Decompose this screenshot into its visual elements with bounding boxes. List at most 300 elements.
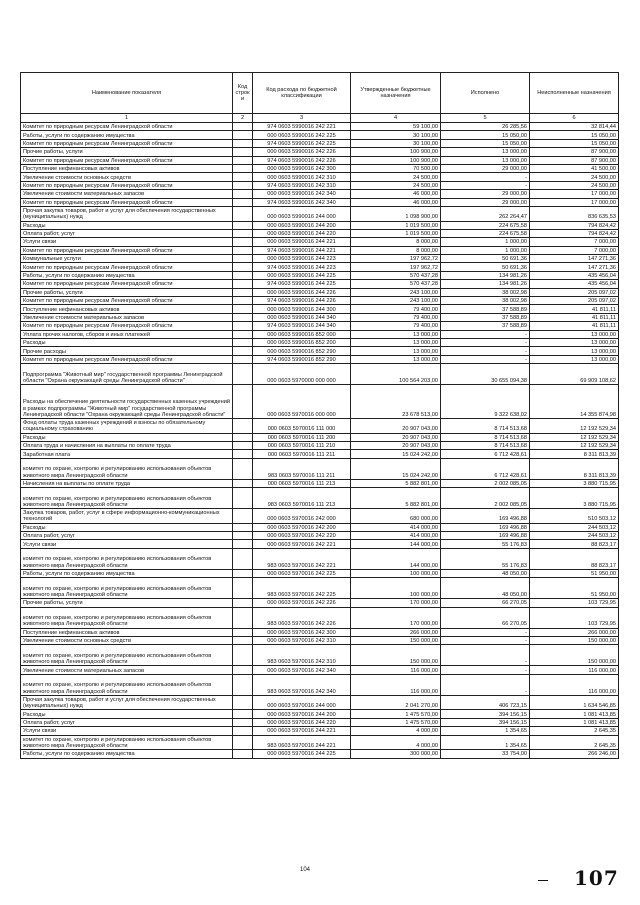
row-name: Комитет по природным ресурсам Ленинградской области xyxy=(21,297,233,305)
row-line-code xyxy=(233,695,253,710)
table-row xyxy=(21,750,619,758)
row-line-code xyxy=(233,385,253,419)
row-budget-code: 000 0603 5990016 244 221 xyxy=(253,238,351,246)
header-line-code: Код строк и xyxy=(233,73,253,114)
row-line-code xyxy=(233,710,253,718)
row-name: Прочие работы, услуги xyxy=(21,148,233,156)
row-approved: 30 100,00 xyxy=(351,139,441,147)
row-remaining: 244 503,12 xyxy=(530,523,619,531)
row-executed: 15 050,00 xyxy=(441,131,530,139)
row-executed: - xyxy=(441,173,530,181)
row-executed: - xyxy=(441,674,530,695)
row-executed: 48 050,00 xyxy=(441,578,530,599)
row-budget-code: 983 0603 5970016 242 225 xyxy=(253,578,351,599)
row-budget-code: 000 0603 5990016 244 225 xyxy=(253,271,351,279)
row-remaining: 41 811,11 xyxy=(530,313,619,321)
row-line-code xyxy=(233,666,253,674)
row-name: комитет по охране, контролю и регулированию использования объектов животного мира Ленинградской области xyxy=(21,548,233,569)
row-remaining: 12 192 529,34 xyxy=(530,441,619,449)
row-line-code xyxy=(233,347,253,355)
row-name: Прочая закупка товаров, работ и услуг для обеспечения государственных (муниципальных) нужд xyxy=(21,695,233,710)
row-executed: 30 655 094,38 xyxy=(441,364,530,385)
row-budget-code: 000 0603 5970016 244 000 xyxy=(253,695,351,710)
row-line-code xyxy=(233,433,253,441)
row-budget-code: 000 0603 5970016 242 300 xyxy=(253,628,351,636)
row-line-code xyxy=(233,509,253,524)
table-row xyxy=(21,123,619,131)
row-remaining: 435 456,04 xyxy=(530,280,619,288)
row-name: Комитет по природным ресурсам Ленинградской области xyxy=(21,263,233,271)
row-approved: 1 098 900,00 xyxy=(351,206,441,221)
row-name: Работы, услуги по содержанию имущества xyxy=(21,569,233,577)
row-remaining: 510 503,12 xyxy=(530,509,619,524)
row-approved: 266 000,00 xyxy=(351,628,441,636)
row-remaining: 205 097,02 xyxy=(530,297,619,305)
row-name: Поступление нефинансовых активов xyxy=(21,305,233,313)
row-executed: 134 981,26 xyxy=(441,271,530,279)
row-budget-code: 974 0603 5990016 244 221 xyxy=(253,246,351,254)
row-approved: 144 000,00 xyxy=(351,540,441,548)
header-approved: Утвержденные бюджетные назначения xyxy=(351,73,441,114)
row-line-code xyxy=(233,607,253,628)
row-remaining: 7 000,00 xyxy=(530,238,619,246)
row-line-code xyxy=(233,280,253,288)
row-budget-code: 000 0603 5970016 242 000 xyxy=(253,509,351,524)
row-executed: - xyxy=(441,355,530,363)
table-row xyxy=(21,645,619,666)
stamped-sheet-number: 107 xyxy=(574,866,619,890)
row-remaining: 15 050,00 xyxy=(530,131,619,139)
table-row xyxy=(21,674,619,695)
row-executed: 55 176,83 xyxy=(441,540,530,548)
row-executed: - xyxy=(441,666,530,674)
budget-execution-table xyxy=(20,72,619,759)
row-executed: 66 270,05 xyxy=(441,607,530,628)
row-approved: 414 000,00 xyxy=(351,532,441,540)
row-approved: 243 100,00 xyxy=(351,297,441,305)
row-name: комитет по охране, контролю и регулированию использования объектов животного мира Ленинградской области xyxy=(21,458,233,479)
table-row xyxy=(21,540,619,548)
row-budget-code: 983 0603 5970016 242 340 xyxy=(253,674,351,695)
row-line-code xyxy=(233,148,253,156)
row-budget-code: 000 0603 5990016 244 200 xyxy=(253,221,351,229)
row-remaining: 32 814,44 xyxy=(530,123,619,131)
row-line-code xyxy=(233,131,253,139)
row-line-code xyxy=(233,322,253,330)
row-executed: 1 000,00 xyxy=(441,238,530,246)
row-executed: 2 002 085,05 xyxy=(441,488,530,509)
row-executed: - xyxy=(441,637,530,645)
row-budget-code: 000 0603 5970016 111 213 xyxy=(253,479,351,487)
table-row xyxy=(21,385,619,419)
row-remaining: 69 909 108,62 xyxy=(530,364,619,385)
table-row xyxy=(21,548,619,569)
row-approved: 15 024 242,00 xyxy=(351,458,441,479)
row-budget-code: 974 0603 5990016 242 226 xyxy=(253,156,351,164)
row-line-code xyxy=(233,479,253,487)
row-name: Оплата работ, услуг xyxy=(21,532,233,540)
table-row xyxy=(21,238,619,246)
table-row xyxy=(21,139,619,147)
row-remaining: 1 081 413,85 xyxy=(530,718,619,726)
row-budget-code: 000 0603 5990016 244 300 xyxy=(253,305,351,313)
row-executed: 13 000,00 xyxy=(441,148,530,156)
row-budget-code: 983 0603 5970016 111 213 xyxy=(253,488,351,509)
row-remaining: 8 311 813,39 xyxy=(530,458,619,479)
row-approved: 46 000,00 xyxy=(351,190,441,198)
row-remaining: 2 645,35 xyxy=(530,735,619,750)
row-approved: 59 100,00 xyxy=(351,123,441,131)
row-name: Услуги связи xyxy=(21,540,233,548)
row-remaining: 17 000,00 xyxy=(530,198,619,206)
row-executed: 15 050,00 xyxy=(441,139,530,147)
row-line-code xyxy=(233,523,253,531)
table-row xyxy=(21,523,619,531)
row-remaining: 15 050,00 xyxy=(530,139,619,147)
row-approved: 300 000,00 xyxy=(351,750,441,758)
column-number: 3 xyxy=(253,114,351,123)
row-line-code xyxy=(233,750,253,758)
row-approved: 24 500,00 xyxy=(351,173,441,181)
table-row xyxy=(21,221,619,229)
row-name: комитет по охране, контролю и регулированию использования объектов животного мира Ленинградской области xyxy=(21,645,233,666)
row-remaining: 147 271,36 xyxy=(530,255,619,263)
row-remaining: 88 823,17 xyxy=(530,548,619,569)
row-budget-code: 974 0603 5990016 244 225 xyxy=(253,280,351,288)
row-name: Оплата работ, услуг xyxy=(21,229,233,237)
row-budget-code: 000 0603 5970016 244 221 xyxy=(253,727,351,735)
row-remaining: 794 824,42 xyxy=(530,229,619,237)
row-remaining: 150 000,00 xyxy=(530,645,619,666)
row-approved: 8 000,00 xyxy=(351,246,441,254)
table-row xyxy=(21,578,619,599)
row-name: Комитет по природным ресурсам Ленинградской области xyxy=(21,181,233,189)
row-budget-code: 974 0603 5990016 852 290 xyxy=(253,355,351,363)
row-executed: 29 000,00 xyxy=(441,164,530,172)
row-remaining: 17 000,00 xyxy=(530,190,619,198)
row-budget-code: 000 0603 5990016 244 223 xyxy=(253,255,351,263)
table-row xyxy=(21,637,619,645)
column-number: 4 xyxy=(351,114,441,123)
row-executed: 8 714 513,68 xyxy=(441,418,530,433)
row-executed: 169 496,88 xyxy=(441,509,530,524)
row-name: Комитет по природным ресурсам Ленинградской области xyxy=(21,123,233,131)
row-executed: 38 002,98 xyxy=(441,297,530,305)
row-approved: 1 019 500,00 xyxy=(351,221,441,229)
row-executed: 6 712 428,61 xyxy=(441,458,530,479)
row-line-code xyxy=(233,297,253,305)
row-approved: 8 000,00 xyxy=(351,238,441,246)
row-executed: - xyxy=(441,181,530,189)
row-name: Уплата прочих налогов, сборов и иных платежей xyxy=(21,330,233,338)
row-approved: 116 000,00 xyxy=(351,674,441,695)
column-number-row xyxy=(21,114,619,123)
row-executed: 37 588,89 xyxy=(441,305,530,313)
row-remaining: 116 000,00 xyxy=(530,666,619,674)
row-name: Увеличение стоимости основных средств xyxy=(21,637,233,645)
row-name: Услуги связи xyxy=(21,238,233,246)
row-remaining: 103 729,95 xyxy=(530,607,619,628)
row-budget-code: 000 0603 5970016 111 000 xyxy=(253,418,351,433)
row-budget-code: 000 0603 5970016 244 220 xyxy=(253,718,351,726)
row-approved: 1 475 570,00 xyxy=(351,718,441,726)
row-approved: 170 000,00 xyxy=(351,607,441,628)
table-row xyxy=(21,695,619,710)
row-name: Работы, услуги по содержанию имущества xyxy=(21,750,233,758)
row-executed: - xyxy=(441,347,530,355)
row-executed: - xyxy=(441,645,530,666)
row-name: Закупка товаров, работ, услуг в сфере информационно-коммуникационных технологий xyxy=(21,509,233,524)
row-approved: 13 000,00 xyxy=(351,330,441,338)
table-row xyxy=(21,355,619,363)
row-budget-code: 000 0603 5990016 244 220 xyxy=(253,229,351,237)
row-remaining: 205 097,02 xyxy=(530,288,619,296)
row-remaining: 266 000,00 xyxy=(530,628,619,636)
row-approved: 1 019 500,00 xyxy=(351,229,441,237)
table-row xyxy=(21,229,619,237)
row-name: Оплата работ, услуг xyxy=(21,718,233,726)
row-name: Прочие работы, услуги xyxy=(21,599,233,607)
row-executed: 169 496,88 xyxy=(441,523,530,531)
row-remaining: 13 000,00 xyxy=(530,338,619,346)
row-approved: 13 000,00 xyxy=(351,347,441,355)
row-executed: 262 264,47 xyxy=(441,206,530,221)
row-line-code xyxy=(233,364,253,385)
row-budget-code: 000 0603 5970016 242 221 xyxy=(253,540,351,548)
table-row xyxy=(21,479,619,487)
row-budget-code: 974 0603 5990016 242 340 xyxy=(253,198,351,206)
row-approved: 570 437,28 xyxy=(351,280,441,288)
row-remaining: 88 823,17 xyxy=(530,540,619,548)
row-line-code xyxy=(233,330,253,338)
row-line-code xyxy=(233,718,253,726)
row-approved: 79 400,00 xyxy=(351,322,441,330)
column-number: 1 xyxy=(21,114,233,123)
row-approved: 150 000,00 xyxy=(351,637,441,645)
row-budget-code: 000 0603 5990016 242 226 xyxy=(253,148,351,156)
row-remaining: 3 880 715,95 xyxy=(530,479,619,487)
table-row xyxy=(21,607,619,628)
row-line-code xyxy=(233,229,253,237)
table-row xyxy=(21,735,619,750)
row-name: комитет по охране, контролю и регулированию использования объектов животного мира Ленинградской области xyxy=(21,607,233,628)
row-executed: 37 588,89 xyxy=(441,322,530,330)
row-name: Расходы xyxy=(21,710,233,718)
row-approved: 30 100,00 xyxy=(351,131,441,139)
row-budget-code: 000 0603 5990016 242 340 xyxy=(253,190,351,198)
row-approved: 24 500,00 xyxy=(351,181,441,189)
row-line-code xyxy=(233,488,253,509)
row-remaining: 13 000,00 xyxy=(530,347,619,355)
row-name: Коммунальные услуги xyxy=(21,255,233,263)
row-line-code xyxy=(233,637,253,645)
row-executed: 48 050,00 xyxy=(441,569,530,577)
row-line-code xyxy=(233,206,253,221)
row-remaining: 1 634 546,85 xyxy=(530,695,619,710)
row-approved: 5 882 801,00 xyxy=(351,479,441,487)
row-executed: - xyxy=(441,628,530,636)
row-remaining: 41 811,11 xyxy=(530,322,619,330)
row-approved: 100 564 203,00 xyxy=(351,364,441,385)
row-remaining: 836 635,53 xyxy=(530,206,619,221)
table-row xyxy=(21,305,619,313)
stamp-dash xyxy=(538,880,548,881)
row-line-code xyxy=(233,450,253,458)
row-remaining: 12 192 529,34 xyxy=(530,418,619,433)
row-name: Подпрограмма "Животный мир" государственной программы Ленинградской области "Охрана окружающей среды Ленинградской области" xyxy=(21,364,233,385)
header-executed: Исполнено xyxy=(441,73,530,114)
row-remaining: 24 500,00 xyxy=(530,173,619,181)
row-approved: 13 000,00 xyxy=(351,338,441,346)
row-name: Увеличение стоимости материальных запасов xyxy=(21,313,233,321)
row-name: Комитет по природным ресурсам Ленинградской области xyxy=(21,246,233,254)
row-budget-code: 000 0603 5970016 111 210 xyxy=(253,441,351,449)
table-row xyxy=(21,433,619,441)
table-row xyxy=(21,246,619,254)
row-budget-code: 000 0603 5970016 244 225 xyxy=(253,750,351,758)
row-remaining: 24 500,00 xyxy=(530,181,619,189)
row-budget-code: 974 0603 5990016 242 310 xyxy=(253,181,351,189)
row-remaining: 51 950,00 xyxy=(530,569,619,577)
row-budget-code: 974 0603 5990016 244 223 xyxy=(253,263,351,271)
row-name: Комитет по природным ресурсам Ленинградской области xyxy=(21,322,233,330)
table-row xyxy=(21,628,619,636)
table-row xyxy=(21,190,619,198)
table-row xyxy=(21,599,619,607)
row-name: Расходы на обеспечение деятельности государственных казенных учреждений в рамках подпрограммы "Животный мир" государственной программы Ленинградской области "Охрана окружающей среды Ленинградской области" xyxy=(21,385,233,419)
row-executed: 66 270,05 xyxy=(441,599,530,607)
row-budget-code: 983 0603 5970016 111 211 xyxy=(253,458,351,479)
row-line-code xyxy=(233,221,253,229)
row-budget-code: 000 0603 5990016 242 225 xyxy=(253,131,351,139)
table-row xyxy=(21,347,619,355)
row-budget-code: 000 0603 5990016 852 200 xyxy=(253,338,351,346)
table-row xyxy=(21,173,619,181)
row-approved: 100 900,00 xyxy=(351,148,441,156)
row-approved: 20 907 043,00 xyxy=(351,433,441,441)
row-remaining: 87 900,00 xyxy=(530,148,619,156)
row-approved: 116 000,00 xyxy=(351,666,441,674)
row-line-code xyxy=(233,123,253,131)
row-executed: 8 714 513,68 xyxy=(441,433,530,441)
row-approved: 2 041 270,00 xyxy=(351,695,441,710)
row-approved: 23 678 513,00 xyxy=(351,385,441,419)
row-line-code xyxy=(233,181,253,189)
row-budget-code: 974 0603 5990016 244 340 xyxy=(253,322,351,330)
table-row xyxy=(21,297,619,305)
row-line-code xyxy=(233,727,253,735)
header-budget-code: Код расхода по бюджетной классификации xyxy=(253,73,351,114)
row-executed: 1 354,65 xyxy=(441,735,530,750)
row-executed: - xyxy=(441,338,530,346)
row-remaining: 435 456,04 xyxy=(530,271,619,279)
row-executed: - xyxy=(441,330,530,338)
table-row xyxy=(21,271,619,279)
table-row xyxy=(21,131,619,139)
row-executed: 394 156,15 xyxy=(441,710,530,718)
row-approved: 79 400,00 xyxy=(351,305,441,313)
row-executed: 224 675,58 xyxy=(441,221,530,229)
row-line-code xyxy=(233,198,253,206)
row-line-code xyxy=(233,313,253,321)
row-line-code xyxy=(233,164,253,172)
row-budget-code: 974 0603 5990016 242 225 xyxy=(253,139,351,147)
column-number: 2 xyxy=(233,114,253,123)
header-remaining: Неисполненные назначения xyxy=(530,73,619,114)
row-budget-code: 000 0603 5970000 000 000 xyxy=(253,364,351,385)
row-name: комитет по охране, контролю и регулированию использования объектов животного мира Ленинградской области xyxy=(21,578,233,599)
table-row xyxy=(21,164,619,172)
table-row xyxy=(21,509,619,524)
row-approved: 4 000,00 xyxy=(351,727,441,735)
table-row xyxy=(21,727,619,735)
row-remaining: 51 950,00 xyxy=(530,578,619,599)
row-executed: 50 691,36 xyxy=(441,255,530,263)
row-remaining: 14 355 874,98 xyxy=(530,385,619,419)
row-approved: 5 882 801,00 xyxy=(351,488,441,509)
row-budget-code: 000 0603 5990016 242 310 xyxy=(253,173,351,181)
row-executed: 8 714 513,68 xyxy=(441,441,530,449)
row-line-code xyxy=(233,540,253,548)
table-row xyxy=(21,450,619,458)
row-approved: 4 000,00 xyxy=(351,735,441,750)
row-remaining: 266 246,00 xyxy=(530,750,619,758)
row-remaining: 103 729,95 xyxy=(530,599,619,607)
row-executed: 134 981,26 xyxy=(441,280,530,288)
row-name: Работы, услуги по содержанию имущества xyxy=(21,131,233,139)
column-number: 6 xyxy=(530,114,619,123)
row-approved: 20 907 043,00 xyxy=(351,418,441,433)
row-name: Расходы xyxy=(21,221,233,229)
table-row xyxy=(21,666,619,674)
row-name: Увеличение стоимости материальных запасов xyxy=(21,666,233,674)
row-budget-code: 000 0603 5990016 244 000 xyxy=(253,206,351,221)
row-approved: 15 024 242,00 xyxy=(351,450,441,458)
row-approved: 46 000,00 xyxy=(351,198,441,206)
row-approved: 1 475 570,00 xyxy=(351,710,441,718)
row-remaining: 3 880 715,95 xyxy=(530,488,619,509)
row-budget-code: 000 0603 5970016 000 000 xyxy=(253,385,351,419)
row-line-code xyxy=(233,338,253,346)
row-executed: 1 000,00 xyxy=(441,246,530,254)
row-approved: 70 500,00 xyxy=(351,164,441,172)
row-line-code xyxy=(233,735,253,750)
row-budget-code: 000 0603 5990016 852 000 xyxy=(253,330,351,338)
row-remaining: 41 811,11 xyxy=(530,305,619,313)
row-approved: 13 000,00 xyxy=(351,355,441,363)
row-executed: 37 588,89 xyxy=(441,313,530,321)
row-name: Расходы xyxy=(21,338,233,346)
row-name: Увеличение стоимости материальных запасов xyxy=(21,190,233,198)
row-executed: 50 691,36 xyxy=(441,263,530,271)
row-budget-code: 000 0603 5970016 242 310 xyxy=(253,637,351,645)
row-name: Комитет по природным ресурсам Ленинградской области xyxy=(21,198,233,206)
row-budget-code: 000 0603 5990016 244 226 xyxy=(253,288,351,296)
row-budget-code: 000 0603 5990016 852 290 xyxy=(253,347,351,355)
table-row xyxy=(21,156,619,164)
row-remaining: 13 000,00 xyxy=(530,355,619,363)
table-header-row xyxy=(21,73,619,114)
table-row xyxy=(21,532,619,540)
row-line-code xyxy=(233,271,253,279)
table-row xyxy=(21,148,619,156)
row-line-code xyxy=(233,156,253,164)
row-remaining: 244 503,12 xyxy=(530,532,619,540)
row-budget-code: 000 0603 5970016 111 200 xyxy=(253,433,351,441)
row-budget-code: 983 0603 5970016 242 221 xyxy=(253,548,351,569)
row-line-code xyxy=(233,255,253,263)
row-executed: 29 000,00 xyxy=(441,190,530,198)
